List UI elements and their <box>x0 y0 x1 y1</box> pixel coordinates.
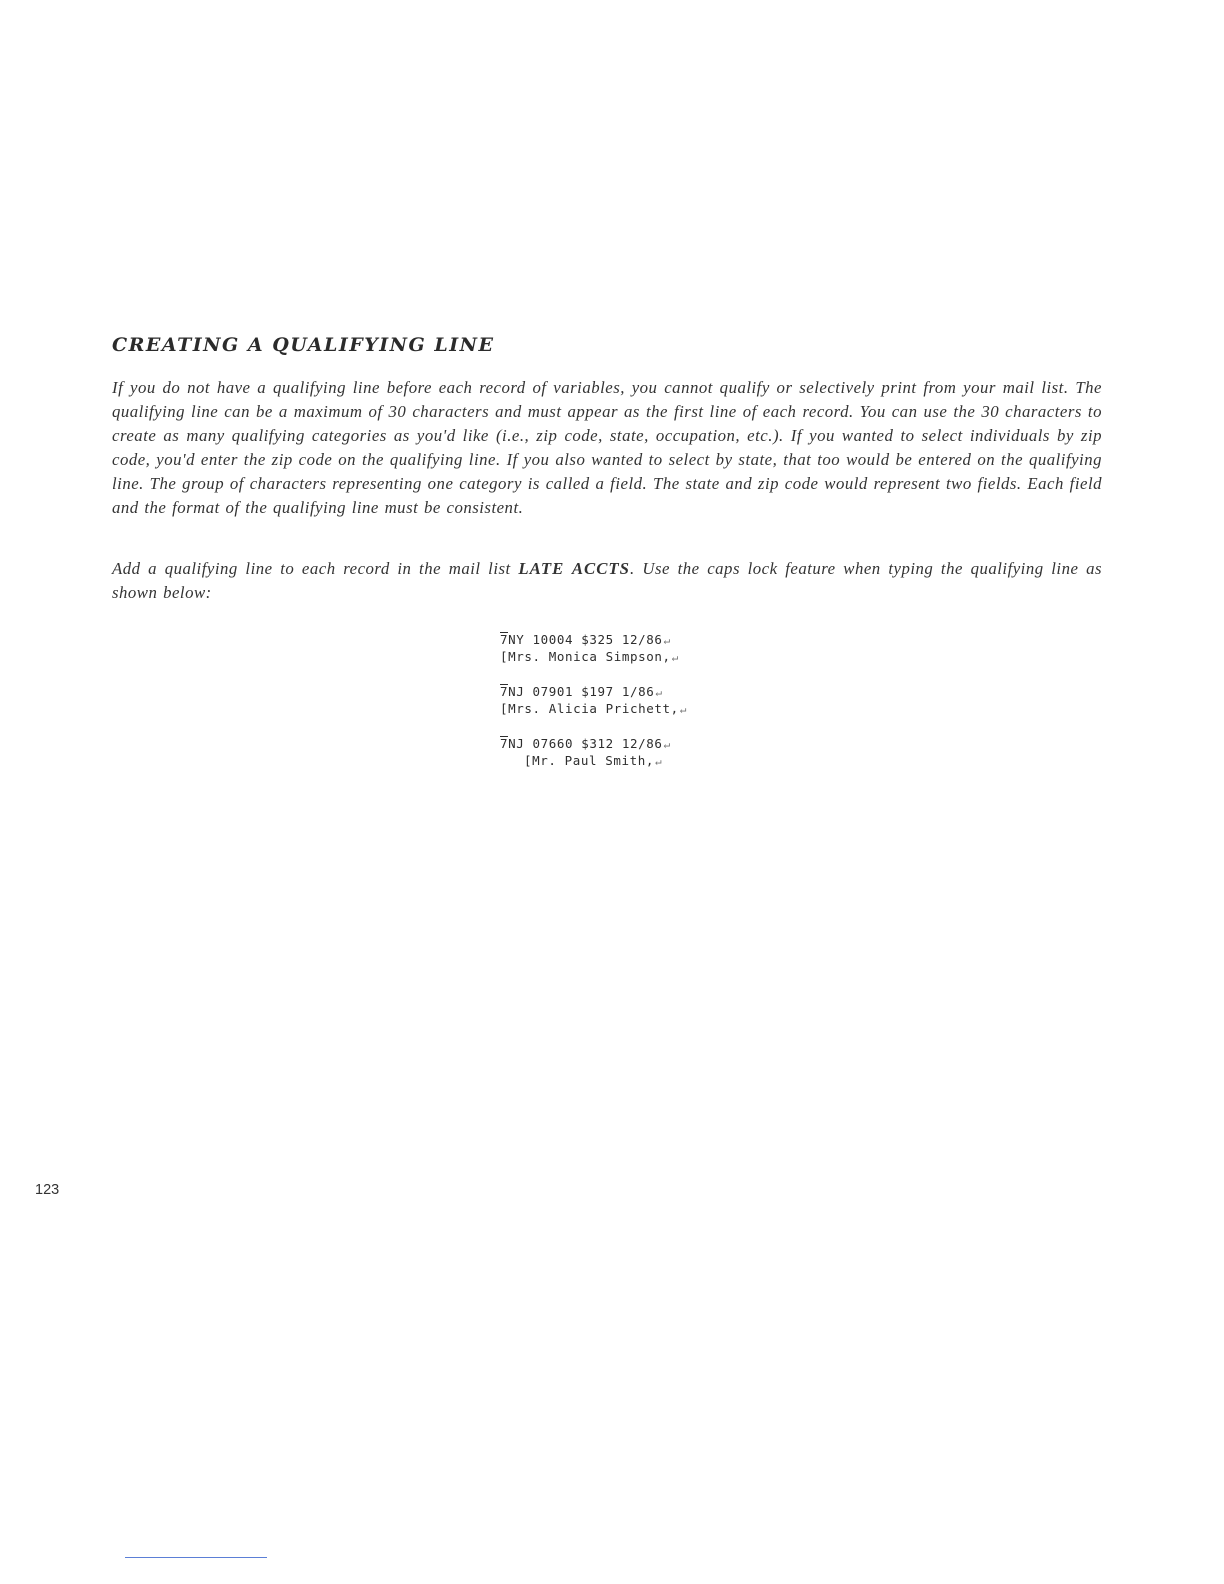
instruction-text-before: Add a qualifying line to each record in the mail list <box>112 559 519 578</box>
record-3 <box>500 736 687 770</box>
instruction-paragraph <box>112 557 1102 605</box>
name-marker: [ <box>500 701 509 716</box>
record-2 <box>500 684 687 718</box>
return-icon: ↵ <box>671 651 679 664</box>
return-icon: ↵ <box>679 703 688 716</box>
return-icon: ↵ <box>663 634 671 647</box>
return-icon: ↵ <box>655 755 663 768</box>
qualifier-marker: 7 <box>500 736 509 751</box>
qualifier-text: NY 10004 $325 12/86 <box>508 632 663 647</box>
name-marker: [ <box>500 649 509 664</box>
name-line <box>500 701 687 718</box>
footer-divider <box>125 1557 267 1558</box>
name-line <box>500 649 687 666</box>
record-1 <box>500 632 687 666</box>
name-text: Mr. Paul Smith, <box>532 753 655 768</box>
name-text: Mrs. Alicia Prichett, <box>508 701 679 716</box>
qualifying-line <box>500 684 687 701</box>
return-icon: ↵ <box>663 738 671 751</box>
qualifier-marker: 7 <box>500 684 509 699</box>
section-heading: CREATING A QUALIFYING LINE <box>112 334 495 356</box>
intro-paragraph: If you do not have a qualifying line before each record of variables, you cannot qualify or selectively print from your mail list. The qualifying line can be a maximum of 30 characters and must appear as the first line of each record. You can use the 30 characters to create as many qualifying categories as you'd like (i.e., zip code, state, occupation, etc.). If you wanted to select individuals by zip code, you'd enter the zip code on the qualifying line. If you also wanted to select by state, that too would be entered on the qualifying line. The group of characters representing one category is called a field. The state and zip code would represent two fields. Each field and the format of the qualifying line must be consistent. <box>112 378 1102 517</box>
qualifying-line <box>500 736 687 753</box>
mail-list-name: LATE ACCTS <box>518 559 630 578</box>
example-records <box>500 632 687 788</box>
qualifying-line <box>500 632 687 649</box>
page-number: 123 <box>35 1182 60 1198</box>
qualifier-marker: 7 <box>500 632 509 647</box>
qualifier-text: NJ 07901 $197 1/86 <box>508 684 655 699</box>
name-line <box>500 753 687 770</box>
instruction-text-after: . Use the caps lock feature when typing the qualifying line as shown below: <box>112 559 1102 602</box>
name-marker: [ <box>524 753 533 768</box>
qualifier-text: NJ 07660 $312 12/86 <box>508 736 663 751</box>
name-text: Mrs. Monica Simpson, <box>508 649 671 664</box>
return-icon: ↵ <box>655 686 663 699</box>
